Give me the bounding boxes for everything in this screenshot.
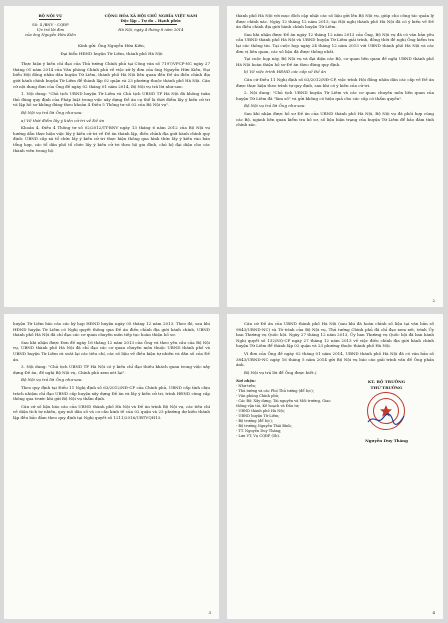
subject-line-1: V/v trả lời đơn xyxy=(36,27,65,32)
recipient-item: - TT. Nguyễn Duy Thăng; xyxy=(236,429,282,434)
paragraph: Căn cứ Điều 11 Nghị định số 63/2012/NĐ-CP, việc trình Hội đồng nhân dân các cấp về Đề án được thực hiện theo trình tự quy định, sau khi có ý kiến của cử tri. xyxy=(236,76,434,88)
recipient-item: - Như trên; xyxy=(236,384,257,389)
paragraph: Bộ Nội vụ trả lời để Ông được biết./. xyxy=(244,369,318,375)
document-page-1 xyxy=(4,6,219,307)
paragraph: Bộ Nội vụ trả lời Ông như sau: xyxy=(21,109,83,115)
addressee-line-2: Đại biểu HĐND huyện Từ Liêm, thành phố Hà Nội xyxy=(60,50,163,56)
recipient-item: - Thủ tướng và các Phó Thủ tướng (để b/c); xyxy=(236,389,314,394)
letter-header xyxy=(13,13,210,37)
signer-role-1: KT. BỘ TRƯỞNG xyxy=(367,379,406,385)
paragraph: Căn cứ số liệu báo cáo của UBND thành phố Hà Nội và Đề án trình Bộ Nội vụ, các tiêu chí về diện tích tự nhiên, quy mô dân số và cơ cấu kinh tế của 02 quận và 23 phường dự kiến thành lập đều bảo đảm theo quy định tại Nghị quyết số 1211/2016/UBTVQH13. xyxy=(13,403,210,420)
page-number: 3 xyxy=(208,610,211,615)
signer-name: Nguyễn Duy Thăng xyxy=(365,437,408,443)
sender-block xyxy=(13,13,88,37)
page-number: 4 xyxy=(432,610,435,615)
sender-agency: BỘ NỘI VỤ xyxy=(38,13,63,18)
document-page-4 xyxy=(227,314,443,619)
national-heading xyxy=(92,13,210,37)
paragraph: 2. Nội dung: "Chủ tịch UBND huyện Từ Liêm và các cơ quan chuyên môn liên quan của huyện Từ Liêm đã "làm số" và gửi không có hiệu quả cho các cấp có thẩm quyền". xyxy=(236,90,434,101)
issue-date: Hà Nội, ngày 4 tháng 8 năm 2014 xyxy=(118,27,184,32)
page-number: 2 xyxy=(432,298,435,303)
paragraph: huyện Từ Liêm báo cáo các kỳ họp HĐND huyện ngày 05 tháng 12 năm 2013. Theo đó, sau khi HĐND huyện Từ Liêm có Nghị quyết thông qua Đề án điều chỉnh địa giới hành chính, UBND thành phố Hà Nội đã chỉ đạo các cơ quan chuyên môn tiếp tục hoàn thiện hồ sơ. xyxy=(13,321,210,338)
paragraph: Theo quy định tại Điều 11 Nghị định số 63/2012/NĐ-CP của Chính phủ, UBND cấp tỉnh chịu trách nhiệm chỉ đạo UBND cấp huyện xây dựng Đề án và lấy ý kiến cử tri, trình HĐND cùng cấp thông qua trước khi gửi Bộ Nội vụ thẩm định. xyxy=(13,384,210,402)
paragraph: Tại cuộc họp này, Bộ Nội vụ và đại diện các Bộ, cơ quan liên quan đề nghị UBND thành phố Hà Nội hoàn thiện hồ sơ Đề án theo đúng quy định. xyxy=(236,56,434,67)
paragraph: Bộ Nội vụ trả lời Ông như sau: xyxy=(21,377,83,383)
paragraph: thành phố Hà Nội với mục đích cập nhật các số liệu gửi lên Bộ Nội vụ, giúp cho công tác quản lý được chính xác. Ngày 12 tháng 12 năm 2013, tại Hội nghị thành phố Hà Nội đã có ý kiến về Đề án điều chỉnh địa giới hành chính huyện Từ Liêm. xyxy=(236,13,434,30)
national-motto: Độc lập – Tự do – Hạnh phúc xyxy=(120,18,182,23)
paragraph: Sau khi nhận được Đơn đề ngày 16 tháng 12 năm 2013 của Ông và theo yêu cầu của Bộ Nội vụ, UBND thành phố Hà Nội đã chỉ đạo các cơ quan chuyên môn thuộc UBND thành phố và UBND huyện Từ Liêm rà soát lại các tiêu chí, các số liệu về điều kiện tự nhiên và dân số của Đề án. xyxy=(13,339,210,362)
addressee-block xyxy=(13,43,210,56)
recipient-item: - Lưu VT, Vụ CQĐP (5b). xyxy=(236,434,281,439)
paragraph: a) Về thời điểm lấy ý kiến cử tri về Đề án xyxy=(21,117,105,123)
document-page-2 xyxy=(227,6,443,307)
recipient-item: - UBND huyện Từ Liêm; xyxy=(236,414,280,419)
recipient-item: - UBND thành phố Hà Nội; xyxy=(236,409,285,414)
recipient-item: - Bộ trưởng (để b/c); xyxy=(236,419,273,424)
country-name: CỘNG HÒA XÃ HỘI CHỦ NGHĨA VIỆT NAM xyxy=(104,13,198,18)
paragraph: Bộ Nội vụ trả lời Ông như sau: xyxy=(244,103,306,109)
handwritten-signature-icon xyxy=(366,412,406,426)
recipient-item: - Các Bộ: Xây dựng, Tài nguyên và Môi trường, Giao thông vận tải, Kế hoạch và Đầu tư; xyxy=(236,399,331,409)
paragraph: 3. Nội dung: "Chủ tịch UBND TP Hà Nội có ý kiến chỉ đạo thiếu khách quan trong việc xây dựng Đề án, đề nghị Bộ Nội vụ, Chính phủ xem xét lại". xyxy=(13,364,210,375)
paragraph: 1. Nội dung: "Chủ tịch UBND huyện Từ Liêm và Chủ tịch UBND TP Hà Nội đã không tuân thủ đúng quy định của Pháp luật trong việc xây dựng Đề án cụ thể là thời điểm lấy ý kiến cử tri và lập hồ sơ không đúng theo khoản 4 Điều 5 Thông tư số 02 của Bộ Nội vụ". xyxy=(13,91,210,108)
document-number: Số: 4 /BNV - CQĐP xyxy=(32,22,69,27)
paragraph: Sau khi nhận được hồ sơ Đề án của UBND thành phố Hà Nội, Bộ Nội vụ đã phối hợp cùng các Bộ, ngành liên quan kiểm tra hồ sơ, số liệu hiện trạng của huyện Từ Liêm để bảo đảm tính chính xác. xyxy=(236,110,434,128)
paragraph: Vì đơn của Ông đề ngày 02 tháng 01 năm 2014, UBND thành phố Hà Nội đã có văn bản số 3843/UBND-NC ngày 16 tháng 5 năm 2014 gửi Bộ Nội vụ báo cáo giải trình vấn đề Ông phản ánh. xyxy=(236,350,434,368)
recipient-list xyxy=(236,379,331,443)
recipient-item: - Văn phòng Chính phủ; xyxy=(236,394,280,399)
paragraph: b) Về việc trình HĐND các cấp về Đề án xyxy=(244,69,326,75)
subject-line-2: của ông Nguyễn Hữu Kiên xyxy=(24,32,76,37)
recipient-heading: Nơi nhận: xyxy=(236,379,256,384)
addressee-line-1: Kính gửi: Ông Nguyễn Hữu Kiên, xyxy=(77,43,145,48)
signature-block xyxy=(339,379,434,443)
recipient-item: - Bộ trưởng Nguyễn Thái Bình; xyxy=(236,424,292,429)
paragraph: Căn cứ Đề án của UBND thành phố Hà Nội (sau khi đã hoàn chỉnh số liệu tại văn bản số 9843/UBND-NC) và Tờ trình của Bộ Nội vụ, Thủ tướng Chính phủ đã chỉ đạo xem xét, trình Ủy ban Thường vụ Quốc hội. Ngày 27 tháng 12 năm 2013, Ủy ban Thường vụ Quốc hội đã ban hành Nghị quyết số 132/NQ-CP ngày 27 tháng 12 năm 2013 về việc điều chỉnh địa giới hành chính huyện Từ Liêm để thành lập 02 quận và 23 phường thuộc thành phố Hà Nội. xyxy=(236,321,434,349)
paragraph: Thực hiện ý kiến chỉ đạo của Thủ tướng Chính phủ tại Công văn số 7197/VPCP-NC ngày 27 tháng 01 năm 2014 của Văn phòng Chính phủ về việc xử lý đơn của ông Nguyễn Hữu Kiên, Đại biểu Hội đồng nhân dân huyện Từ Liêm, thành phố Hà Nội liên quan đến Đề án điều chỉnh địa giới hành chính huyện Từ Liêm để thành lập 02 quận và 23 phường thuộc thành phố Hà Nội. Căn cứ nội dung đơn của Ông đề ngày 02 tháng 01 năm 2014, Bộ Nội vụ trả lời như sau: xyxy=(13,61,210,89)
closing-block xyxy=(236,379,434,443)
signer-role-2: THỨ TRƯỞNG xyxy=(370,384,403,390)
paragraph: Sau khi nhận được Đề án ngày 12 tháng 12 năm 2013 của Ông, Bộ Nội vụ đã có văn bản yêu cầu UBND thành phố Hà Nội và UBND huyện Từ Liêm giải trình, đồng thời đề nghị Ông kiểm tra lại các thông tin. Tại cuộc họp ngày 24 tháng 12 năm 2013 với UBND thành phố Hà Nội và các đơn vị liên quan, các số liệu đã được thống nhất. xyxy=(236,31,434,54)
document-page-3 xyxy=(4,314,219,619)
paragraph: Khoản 4, Điều 4 Thông tư số 02/2012/TT-BNV ngày 13 tháng 6 năm 2012 của Bộ Nội vụ hướng dẫn thực hiện việc lấy ý kiến cử tri về Đề án thành lập, điều chỉnh địa giới hành chính quy định: UBND cấp xã tổ chức lấy ý kiến cử tri thực hiện thông qua hình thức lấy ý kiến vào bản tổng hợp, các tổ dân phố tổ chức lấy ý kiến cử tri theo hộ gia đình, chủ hộ đại diện cho các thành viên trong hộ. xyxy=(13,125,210,153)
